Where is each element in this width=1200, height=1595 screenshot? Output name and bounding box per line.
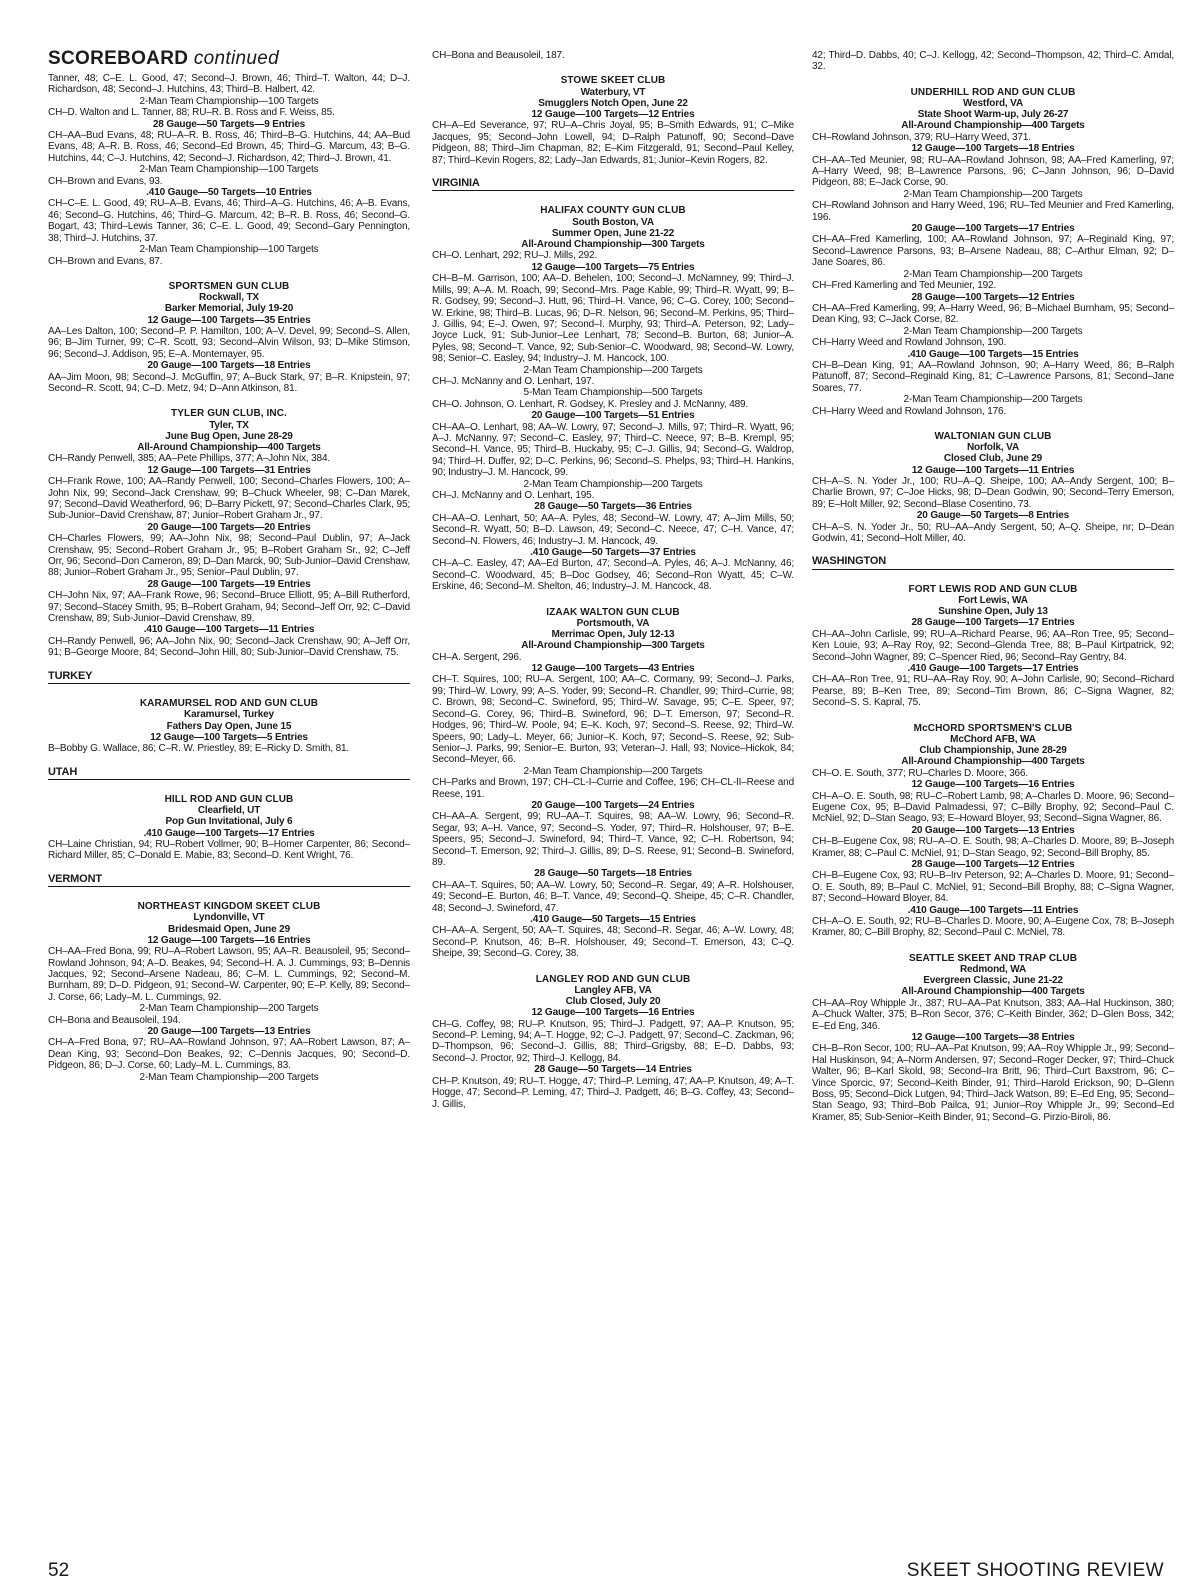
team-event-title: 2-Man Team Championship—200 Targets [903, 325, 1083, 337]
results-text: CH–O. Johnson, O. Lenhart, R. Godsey, K. Presley and J. McNanny, 489. [432, 398, 749, 410]
results-text: CH–AA–Roy Whipple Jr., 387; RU–AA–Pat Knutson, 383; AA–Hal Huckinson, 380; A–Chuck Walter, 375; B–Ron Secor, 376; C–Keith Binder, 362; D–Glen Boss, 342; E–Ed Eng, 346. [812, 997, 1174, 1032]
team-event-title: 2-Man Team Championship—200 Targets [139, 1071, 319, 1083]
event-title: 20 Gauge—100 Targets—13 Entries [147, 1026, 311, 1038]
results-text: CH–Rowland Johnson, 379; RU–Harry Weed, 371. [812, 131, 1031, 143]
results-text: Tanner, 48; C–E. L. Good, 47; Second–J. Brown, 46; Third–T. Walton, 44; D–J. Richardson, 48; Second–J. Hutchins, 43; Third–B. Halbert, 42. [48, 73, 410, 96]
event-title: 28 Gauge—50 Targets—18 Entries [534, 868, 692, 880]
event-title: 28 Gauge—100 Targets—12 Entries [911, 291, 1075, 303]
club-location: Westford, VA [962, 98, 1024, 110]
club-location: Redmond, WA [959, 964, 1027, 976]
shoot-title: Closed Club, June 29 [943, 453, 1043, 465]
event-title: 20 Gauge—100 Targets—13 Entries [911, 824, 1075, 836]
results-text: CH–B–Eugene Cox, 98; RU–A–O. E. South, 98; A–Charles D. Moore, 89; B–Joseph Kramer, 88; C–Paul C. McNiel, 91; D–Stan Seago, 92; Second–Bill Brophy, 85. [812, 836, 1174, 859]
event-title: .410 Gauge—100 Targets—17 Entries [907, 663, 1079, 675]
club-name: HALIFAX COUNTY GUN CLUB [540, 205, 686, 217]
team-event-title: 5-Man Team Championship—500 Targets [523, 387, 703, 399]
section-title: SCOREBOARD [48, 48, 189, 69]
club-location: Waterbury, VT [580, 86, 646, 98]
club-header [432, 607, 794, 641]
results-text: CH–A–C. Easley, 47; AA–Ed Burton, 47; Second–A. Pyles, 46; A–J. McNanny, 46; Second–C. Woodward, 45; B–Doc Godsey, 46; Second–Ron Wyatt, 45; C–W. Erskine, 46; Second–M. Shelton, 46; Industry–J. M. Hancock, 48. [432, 558, 794, 593]
shoot-title: Merrimac Open, July 12-13 [551, 629, 675, 641]
team-event-title: 2-Man Team Championship—200 Targets [139, 1003, 319, 1015]
column-3 [812, 50, 1174, 1123]
shoot-title: State Shoot Warm-up, July 26-27 [917, 109, 1069, 121]
club-header [812, 584, 1174, 618]
event-title: All-Around Championship—400 Targets [901, 986, 1085, 998]
event-title: 20 Gauge—100 Targets—24 Entries [531, 799, 695, 811]
results-text: CH–C–E. L. Good, 49; RU–A–B. Evans, 46; Third–A–G. Hutchins, 46; A–B. Evans, 46; Second–G. Hutchins, 46; Third–G. Marcum, 42; B–R. B. Ross, 46; Second–G. Bogart, 43; Third–Lewis Tanner, 36; C–E. L. Good, 49; Second–Gary Pennington, 38; Third–J. Hutchins, 37. [48, 198, 410, 244]
magazine-name: SKEET SHOOTING REVIEW [906, 1560, 1164, 1581]
results-text: CH–AA–Ted Meunier, 98; RU–AA–Rowland Johnson, 98; AA–Fred Kamerling, 97; A–Harry Weed, 98; B–Lawrence Parsons, 96; C–Jann Johnson, 96; D–David Pidgeon, 88; E–Jack Corse, 90. [812, 154, 1174, 189]
results-text: CH–B–Eugene Cox, 93; RU–B–Irv Peterson, 92; A–Charles D. Moore, 91; Second–O. E. South, 89; B–Paul C. McNiel, 91; Second–Bill Brophy, 88; C–Signa Wagner, 87; Second–Howard Bloyer, 84. [812, 870, 1174, 905]
results-text: CH–O. Lenhart, 292; RU–J. Mills, 292. [432, 250, 598, 262]
event-title: All-Around Championship—400 Targets [901, 756, 1085, 768]
club-name: SEATTLE SKEET AND TRAP CLUB [908, 952, 1078, 964]
event-title: .410 Gauge—100 Targets—15 Entries [907, 348, 1079, 360]
continued-results [432, 50, 794, 61]
team-event-title: 2-Man Team Championship—200 Targets [903, 394, 1083, 406]
shoot-title: Fathers Day Open, June 15 [166, 720, 292, 732]
event-title: 12 Gauge—100 Targets—18 Entries [911, 143, 1075, 155]
results-text: CH–Brown and Evans, 93. [48, 175, 163, 187]
shoot-title: Evergreen Classic, June 21-22 [923, 975, 1063, 987]
event-title: 20 Gauge—50 Targets—8 Entries [916, 510, 1070, 522]
event-title: 20 Gauge—100 Targets—20 Entries [147, 521, 311, 533]
results-text: CH–AA–T. Squires, 50; AA–W. Lowry, 50; Second–R. Segar, 49; A–R. Holshouser, 49; Second–E. Burton, 46; B–T. Vance, 49; Second–Q. Sheipe, 45; C–R. Chandler, 48; Second–J. Swineford, 47. [432, 879, 794, 914]
club-section [48, 698, 410, 754]
results-text: CH–A. Sergent, 296. [432, 651, 522, 663]
club-name: HILL ROD AND GUN CLUB [164, 793, 294, 805]
team-event-title: 2-Man Team Championship—100 Targets [139, 164, 319, 176]
club-location: Langley AFB, VA [574, 984, 652, 996]
results-text: CH–B–M. Garrison, 100; AA–D. Behelen, 100; Second–J. McNamney, 99; Third–J. Mills, 99; A–A. M. Roach, 99; Second–Mrs. Page Kable, 99; Third–R. Wyatt, 99; B–R. Godsey, 99; Second–J. Hutt, 96; Third–H. Vance, 96; C–G. Corey, 100; Second–W. Erkine, 98; Third–B. Lucas, 96; D–R. Nelson, 96; Second–M. Perkins, 95; Third–J. Gillis, 94; E–J. Owen, 97; Second–I. Murphy, 93; Third–A. Peterson, 92; Lady–Joyce Luck, 91; Sub-Junior–Lee Lenhart, 78; Second–B. Burton, 68; Junior–A. Pyles, 98; Second–T. Vance, 92; Sub-Senior–C. Woodward, 98; Second–W. Lowry, 98; Senior–C. Easley, 94; Industry–J. M. Hancock, 100. [432, 273, 794, 365]
results-text: CH–Fred Kamerling and Ted Meunier, 192. [812, 280, 997, 292]
results-text: 42; Third–D. Dabbs, 40; C–J. Kellogg, 42; Second–Thompson, 42; Third–C. Amdal, 32. [812, 50, 1174, 73]
event-title: 12 Gauge—100 Targets—16 Entries [147, 934, 311, 946]
club-name: NORTHEAST KINGDOM SKEET CLUB [137, 901, 321, 913]
state-heading: VIRGINIA [432, 178, 794, 191]
results-text: CH–AA–A. Sergent, 50; AA–T. Squires, 48; Second–R. Segar, 46; A–W. Lowry, 48; Second–P. Knutson, 46; B–R. Holshouser, 49; Second–T. Emerson, 43; C–Q. Sheipe, 39; Second–G. Corey, 38. [432, 925, 794, 960]
event-title: 12 Gauge—100 Targets—16 Entries [531, 1007, 695, 1019]
club-header [432, 75, 794, 109]
event-title: .410 Gauge—50 Targets—10 Entries [146, 187, 312, 199]
club-name: FORT LEWIS ROD AND GUN CLUB [908, 583, 1078, 595]
event-title: All-Around Championship—400 Targets [137, 441, 321, 453]
state-heading: WASHINGTON [812, 556, 1174, 569]
club-header [48, 698, 410, 732]
results-text: CH–A–Ed Severance, 97; RU–A–Chris Joyal, 95; B–Smith Edwards, 91; C–Mike Jacques, 95; Second–John Lowell, 94; D–Ralph Patunoff, 90; Second–Dave Pidgeon, 88; Third–Jim Chapman, 82; E–Kim Fitzgerald, 91; Second–Paul Kelley, 87; Third–Kevin Rogers, 82; Lady–Jan Edwards, 81; Junior–Kevin Rogers, 82. [432, 120, 794, 166]
event-title: .410 Gauge—50 Targets—15 Entries [530, 914, 696, 926]
club-name: McCHORD SPORTSMEN'S CLUB [913, 722, 1073, 734]
club-section [432, 75, 794, 166]
results-text: CH–Randy Penwell, 385; AA–Pete Phillips, 377; A–John Nix, 384. [48, 453, 330, 465]
results-text: CH–AA–O. Lenhart, 50; AA–A. Pyles, 48; Second–W. Lowry, 47; A–Jim Mills, 50; Second–R. Wyatt, 50; B–D. Lawson, 49; Second–C. Neece, 47; C–H. Vance, 47; Second–N. Flowers, 46; Industry–J. M. Hancock, 49. [432, 512, 794, 547]
event-title: 28 Gauge—100 Targets—12 Entries [911, 858, 1075, 870]
event-title: 28 Gauge—50 Targets—36 Entries [534, 501, 692, 513]
team-event-title: 2-Man Team Championship—200 Targets [903, 188, 1083, 200]
team-event-title: 2-Man Team Championship—200 Targets [523, 364, 703, 376]
results-text: CH–J. McNanny and O. Lenhart, 197. [432, 375, 595, 387]
results-text: CH–Harry Weed and Rowland Johnson, 176. [812, 405, 1007, 417]
shoot-title: Club Closed, July 20 [565, 996, 661, 1008]
event-title: 28 Gauge—50 Targets—9 Entries [152, 118, 306, 130]
continued-results [812, 50, 1174, 73]
team-event-title: 2-Man Team Championship—100 Targets [139, 244, 319, 256]
shoot-title: Club Championship, June 28-29 [919, 745, 1067, 757]
results-text: CH–Parks and Brown, 197; CH–CL-I–Currie and Coffee, 196; CH–CL-II–Reese and Reese, 191. [432, 777, 794, 800]
event-title: All-Around Championship—300 Targets [521, 640, 705, 652]
club-header [48, 408, 410, 442]
results-text: B–Bobby G. Wallace, 86; C–R. W. Priestley, 89; E–Ricky D. Smith, 81. [48, 743, 350, 755]
results-text: CH–AA–O. Lenhart, 98; AA–W. Lowry, 97; Second–J. Mills, 97; Third–R. Wyatt, 96; A–J. McNanny, 97; Second–C. Easley, 97; Third–C. Neece, 97; B–B. Krempl, 95; Second–H. Vance, 95; Third–B. Huckaby, 95; C–J. Gillis, 94; Second–G. Waldrop, 94; Third–H. Duffer, 92; D–C. Perkins, 96; Second–S. Phelps, 93; Third–H. Hankins, 90; Industry–J. M. Hancock, 99. [432, 421, 794, 479]
club-location: Clearfield, UT [197, 805, 261, 817]
results-text: CH–G. Coffey, 98; RU–P. Knutson, 95; Third–J. Padgett, 97; AA–P. Knutson, 95; Second–P. Leming, 94; A–T. Hogge, 92; C–J. Padgett, 97; Second–C. Zackman, 96; D–Thompson, 96; Second–J. Gillis, 88; Third–Grigsby, 88; E–D. Dabbs, 93; Second–J. Proctor, 92; Third–J. Kellogg, 84. [432, 1018, 794, 1064]
club-location: Portsmouth, VA [576, 617, 650, 629]
club-location: Rockwall, TX [199, 292, 259, 304]
state-heading: TURKEY [48, 671, 410, 684]
results-text: CH–AA–A. Sergent, 99; RU–AA–T. Squires, 98; AA–W. Lowry, 96; Second–R. Segar, 93; A–H. Vance, 97; Second–S. Yoder, 97; Third–R. Holshouser, 97; B–E. Speers, 95; Second–J. Swineford, 94; Third–T. Vance, 92; C–H. Robertson, 94; Second–T. Emerson, 92; Third–J. Gillis, 89; D–S. Reese, 91; Second–B. Swineford, 89. [432, 811, 794, 868]
results-text: CH–Rowland Johnson and Harry Weed, 196; RU–Ted Meunier and Fred Kamerling, 196. [812, 200, 1174, 223]
shoot-title: June Bug Open, June 28-29 [165, 430, 293, 442]
club-section [432, 607, 794, 960]
results-text: CH–AA–Bud Evans, 48; RU–A–R. B. Ross, 46; Third–B–G. Hutchins, 44; AA–Bud Evans, 48; A–R. B. Ross, 46; Second–Ed Brown, 45; Third–G. Marcum, 43; B–G. Hutchins, 44; C–J. Hutchins, 42; Second–J. Richardson, 42; Third–J. Brown, 41. [48, 130, 410, 164]
event-title: .410 Gauge—100 Targets—17 Entries [143, 827, 315, 839]
club-section [812, 953, 1174, 1123]
team-event-title: 2-Man Team Championship—200 Targets [523, 478, 703, 490]
results-text: CH–O. E. South, 377; RU–Charles D. Moore, 366. [812, 767, 1028, 779]
results-text: CH–AA–Fred Kamerling, 99; A–Harry Weed, 96; B–Michael Burnham, 95; Second–Dean King, 93; C–Jack Corse, 82. [812, 302, 1174, 326]
club-section [812, 584, 1174, 709]
club-section [432, 974, 794, 1110]
event-title: .410 Gauge—100 Targets—11 Entries [143, 624, 315, 636]
club-header [812, 431, 1174, 465]
results-text: CH–D. Walton and L. Tanner, 88; RU–R. B. Ross and F. Weiss, 85. [48, 107, 335, 119]
results-text: CH–Brown and Evans, 87. [48, 255, 163, 267]
results-text: CH–A–S. N. Yoder Jr., 50; RU–AA–Andy Sergent, 50; A–Q. Sheipe, nr; D–Dean Godwin, 41; Second–Holt Miller, 40. [812, 521, 1174, 545]
team-event-title: 2-Man Team Championship—200 Targets [523, 765, 703, 777]
column-1 [48, 73, 410, 1083]
club-header [48, 794, 410, 828]
continued-label: continued [193, 48, 279, 69]
shoot-title: Pop Gun Invitational, July 6 [165, 816, 293, 828]
club-section [48, 794, 410, 862]
event-title: 12 Gauge—100 Targets—43 Entries [531, 663, 695, 675]
results-text: CH–AA–John Carlisle, 99; RU–A–Richard Pearse, 96; AA–Ron Tree, 95; Second–Ken Louie, 93; A–Ray Roy, 92; Second–Glenda Tree, 88; B–Paul Kirtpatrick, 92; Second–John Wagner, 89; C–Spencer Ried, 96; Second–Ray Gentry, 84. [812, 628, 1174, 663]
club-name: IZAAK WALTON GUN CLUB [546, 606, 680, 618]
results-text: CH–AA–Fred Kamerling, 100; AA–Rowland Johnson, 97; A–Reginald King, 97; Second–Lawrence Parsons, 93; B–Arsene Nadeau, 88; C–Arthur Elman, 92; D–Jane Soares, 86. [812, 234, 1174, 269]
page-header [48, 48, 279, 70]
results-text: CH–A–O. E. South, 92; RU–B–Charles D. Moore, 90; A–Eugene Cox, 78; B–Joseph Kramer, 80; C–Bill Brophy, 82; Second–Paul C. McNiel, 78. [812, 916, 1174, 939]
club-header [432, 205, 794, 239]
shoot-title: Smugglers Notch Open, June 22 [538, 97, 688, 109]
club-header [48, 281, 410, 315]
results-text: CH–Randy Penwell, 96; AA–John Nix, 90; Second–Jack Crenshaw, 90; A–Jeff Orr, 91; B–George Moore, 84; Second–John Hill, 80; Sub-Junior–David Crenshaw, 75. [48, 635, 410, 659]
event-title: 12 Gauge—100 Targets—12 Entries [531, 109, 695, 121]
event-title: 12 Gauge—100 Targets—31 Entries [147, 464, 311, 476]
team-event-title: 2-Man Team Championship—100 Targets [139, 95, 319, 107]
event-title: 28 Gauge—50 Targets—14 Entries [534, 1064, 692, 1076]
results-text: CH–A–Fred Bona, 97; RU–AA–Rowland Johnson, 97; AA–Robert Lawson, 87; A–Dean King, 93; Second–Don Beakes, 92; C–Dennis Jacques, 90; Second–D. Pidgeon, 86; D–J. Corse, 60; Lady–M. L. Cummings, 83. [48, 1037, 410, 1072]
event-title: 12 Gauge—100 Targets—16 Entries [911, 779, 1075, 791]
event-title: 28 Gauge—100 Targets—17 Entries [911, 617, 1075, 629]
shoot-title: Sunshine Open, July 13 [938, 606, 1048, 618]
results-text: AA–Jim Moon, 98; Second–J. McGuffin, 97; A–Buck Stark, 97; B–R. Knipstein, 97; Second–R. Scott, 94; C–D. Metz, 94; D–Ann Atkinson, 81. [48, 371, 410, 394]
event-title: .410 Gauge—50 Targets—37 Entries [530, 547, 696, 559]
club-section [812, 87, 1174, 417]
results-text: CH–P. Knutson, 49; RU–T. Hogge, 47; Third–P. Leming, 47; AA–P. Knutson, 49; A–T. Hogge, 47; Second–P. Leming, 47; Third–J. Padgett, 46; B–G. Coffey, 43; Second–J. Gillis, [432, 1075, 794, 1110]
results-text: CH–Frank Rowe, 100; AA–Randy Penwell, 100; Second–Charles Flowers, 100; A–John Nix, 99; Second–Jack Crenshaw, 99; B–Chuck Wheeler, 98; C–Dan Marek, 97; Second–David Weatherford, 96; D–Barry Pickett, 97; Second–Charles Clark, 95; Sub-Junior–David Crenshaw, 87; Junior–Robert Graham Jr., 97. [48, 476, 410, 522]
club-location: Lyndonville, VT [193, 912, 265, 924]
club-section [48, 408, 410, 658]
club-name: WALTONIAN GUN CLUB [934, 430, 1052, 442]
state-heading: UTAH [48, 767, 410, 780]
team-event-title: 2-Man Team Championship—200 Targets [903, 268, 1083, 280]
club-header [48, 901, 410, 935]
state-heading: VERMONT [48, 874, 410, 887]
club-header [812, 87, 1174, 121]
event-title: All-Around Championship—400 Targets [901, 120, 1085, 132]
event-title: 12 Gauge—100 Targets—38 Entries [911, 1032, 1075, 1044]
club-location: Fort Lewis, WA [958, 595, 1028, 607]
club-section [812, 723, 1174, 939]
event-title: 28 Gauge—100 Targets—19 Entries [147, 578, 311, 590]
club-header [812, 953, 1174, 987]
results-text: CH–AA–Fred Bona, 99; RU–A–Robert Lawson, 95; AA–R. Beausoleil, 95; Second–Rowland Johnson, 94; A–D. Beakes, 94; Second–H. A. J. Cummings, 93; B–Dennis Jacques, 92; Second–Arsene Nadeau, 86; C–M. L. Cummings, 92; Second–M. Burnham, 89; D–D. Pidgeon, 91; Second–W. Carpenter, 90; E–P. Kelly, 89; Second–J. Corse, 66; Lady–M. L. Cummings, 92. [48, 946, 410, 1003]
results-text: CH–J. McNanny and O. Lenhart, 195. [432, 490, 595, 501]
results-text: AA–Les Dalton, 100; Second–P. P. Hamilton, 100; A–V. Devel, 99; Second–S. Allen, 96; B–Jim Turner, 99; C–R. Scott, 93; Second–Alvin Wilson, 93; D–Mike Stimson, 96; Second–J. Addison, 95; E–A. Montemayer, 95. [48, 325, 410, 360]
results-text: CH–Harry Weed and Rowland Johnson, 190. [812, 337, 1007, 349]
club-name: SPORTSMEN GUN CLUB [168, 280, 290, 292]
club-location: Tyler, TX [209, 419, 249, 431]
results-text: CH–A–O. E. South, 98; RU–C–Robert Lamb, 98; A–Charles D. Moore, 96; Second–Eugene Cox, 95; B–David Palmadessi, 97; C–Billy Brophy, 92; Second–Paul C. McNiel, 92; D–Stan Seago, 93; E–Howard Bloyer, 93; Second–Signa Wagner, 86. [812, 790, 1174, 825]
club-header [812, 723, 1174, 757]
event-title: 20 Gauge—100 Targets—51 Entries [531, 410, 695, 422]
event-title: All-Around Championship—300 Targets [521, 239, 705, 251]
shoot-title: Summer Open, June 21-22 [551, 227, 675, 239]
club-location: McChord AFB, WA [950, 733, 1036, 745]
club-name: UNDERHILL ROD AND GUN CLUB [910, 86, 1076, 98]
results-text: CH–A–S. N. Yoder Jr., 100; RU–A–Q. Sheipe, 100; AA–Andy Sergent, 100; B–Charlie Brown, 97; C–Joe Hicks, 98; D–Dean Godwin, 90; Second–Terry Emerson, 89; E–Holt Miller, 92; Second–Blase Cosentino, 73. [812, 476, 1174, 510]
club-name: TYLER GUN CLUB, INC. [171, 408, 287, 420]
results-text: CH–Laine Christian, 94; RU–Robert Vollmer, 90; B–Homer Carpenter, 86; Second–Richard Miller, 85; C–Donald E. Mabie, 83; Second–D. Kent Wright, 76. [48, 838, 410, 862]
club-location: South Boston, VA [572, 216, 654, 228]
club-name: KARAMURSEL ROD AND GUN CLUB [139, 698, 319, 710]
page-number: 52 [48, 1560, 70, 1581]
results-text: CH–B–Ron Secor, 100; RU–AA–Pat Knutson, 99; AA–Roy Whipple Jr., 99; Second–Hal Huskinson, 94; A–Norm Andersen, 97; Second–Roger Decker, 97; Third–Chuck Walter, 96; B–Karl Skold, 98; Second–Ira Britt, 96; Third–Curt Baxstrom, 96; C–Vince Sporcic, 97; Second–Keith Binder, 91; Third–Harold Erickson, 90; D–Glenn Boss, 95; Second–Dick Lutgen, 94; Third–Jack Watson, 89; E–Ed Eng, 95; Second–Stan Seago, 93; Third–Bob Pailca, 91; Junior–Roy Whipple Jr., 99; Second–Ed Kramer, 85; Sub-Senior–Keith Binder, 91; Second–G. Pirzio-Biroli, 86. [812, 1043, 1174, 1123]
results-text: CH–AA–Ron Tree, 91; RU–AA–Ray Roy, 90; A–John Carlisle, 90; Second–Richard Pearse, 89; B–Ken Tree, 89; Second–Tim Brown, 86; C–Signa Wagner, 82; Second–S. S. Kapral, 75. [812, 674, 1174, 709]
club-location: Karamursel, Turkey [184, 709, 274, 721]
event-title: 12 Gauge—100 Targets—35 Entries [147, 314, 311, 326]
club-section [48, 901, 410, 1083]
results-text: CH–Bona and Beausoleil, 187. [432, 50, 565, 61]
club-name: STOWE SKEET CLUB [560, 75, 666, 87]
event-title: .410 Gauge—100 Targets—11 Entries [907, 904, 1079, 916]
club-name: LANGLEY ROD AND GUN CLUB [535, 973, 691, 985]
results-text: CH–B–Dean King, 91; AA–Rowland Johnson, 90; A–Harry Weed, 86; B–Ralph Patunoff, 87; Second–Reginald King, 81; C–Lawrence Parsons, 81; Second–Jane Soares, 77. [812, 359, 1174, 394]
event-title: 20 Gauge—100 Targets—18 Entries [147, 360, 311, 372]
shoot-title: Barker Memorial, July 19-20 [164, 303, 294, 315]
club-location: Norfolk, VA [966, 442, 1020, 454]
club-section [432, 205, 794, 592]
club-section [812, 431, 1174, 544]
shoot-title: Bridesmaid Open, June 29 [168, 923, 290, 935]
results-text: CH–Bona and Beausoleil, 194. [48, 1014, 181, 1026]
event-title: 12 Gauge—100 Targets—75 Entries [531, 261, 695, 273]
event-title: 12 Gauge—100 Targets—11 Entries [911, 464, 1075, 476]
club-section [48, 281, 410, 394]
event-title: 20 Gauge—100 Targets—17 Entries [911, 223, 1075, 235]
continued-results [48, 73, 410, 267]
results-text: CH–Charles Flowers, 99; AA–John Nix, 98; Second–Paul Dublin, 97; A–Jack Crenshaw, 95; Second–Robert Graham Jr., 95; B–Robert Graham Sr., 92; C–Jeff Orr, 96; Second–Don Cameron, 89; D–Dan Marck, 90; Sub-Junior–David Crenshaw, 88; Junior–Robert Graham Jr., 95; Senior–Paul Dublin, 97. [48, 533, 410, 579]
club-header [432, 974, 794, 1008]
results-text: CH–John Nix, 97; AA–Frank Rowe, 96; Second–Bruce Elliott, 95; A–Bill Rutherford, 97; Second–Stacey Smith, 95; B–Robert Graham, 94; Second–Jeff Orr, 92; C–David Crenshaw, 89; Sub-Junior–David Crenshaw, 89. [48, 590, 410, 625]
event-title: 12 Gauge—100 Targets—5 Entries [150, 731, 308, 743]
results-text: CH–T. Squires, 100; RU–A. Sergent, 100; AA–C. Cormany, 99; Second–J. Parks, 99; Third–W. Lowry, 99; A–S. Yoder, 99; Second–R. Chandler, 99; Third–Currie, 98; C. Brown, 98; Second–C. Swineford, 95; Third–W. Savage, 95; C–E. Speer, 97; Second–G. Corey, 96; Third–B. Swineford, 96; D–T. Emerson, 97; Second–R. Hodges, 96; Third–W. Poole, 94; E–K. Koch, 97; Second–S. Reese, 92; Third–W. Speers, 90; Lady–L. Meyer, 66; Junior–K. Koch, 97; Second–S. Reese, 92; Sub-Senior–J. Parks, 99; Senior–E. Burton, 93; Veteran–J. Hall, 93; Novice–Hickok, 84; Second–Meyer, 66. [432, 674, 794, 766]
column-2 [432, 50, 794, 1110]
